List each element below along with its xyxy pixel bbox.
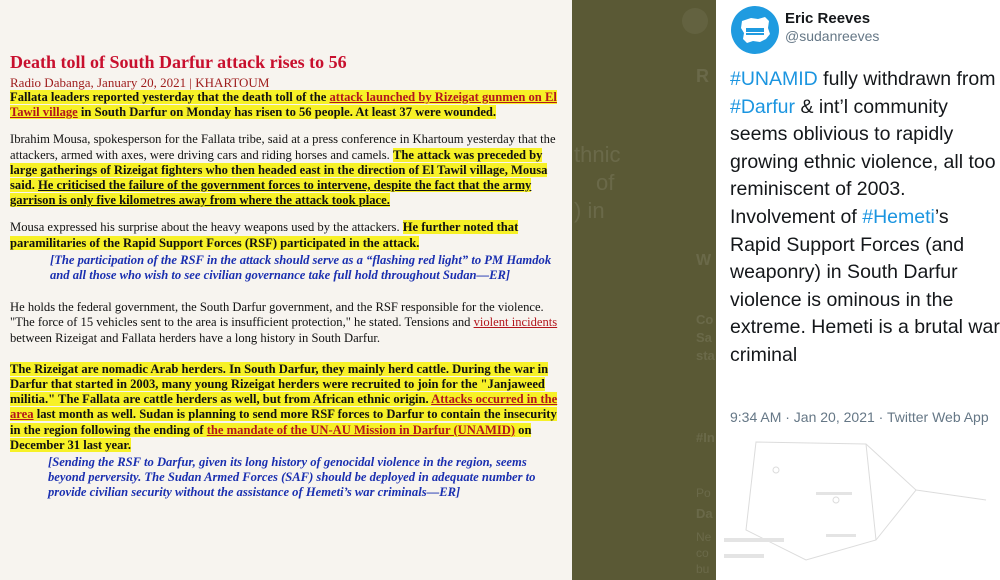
faded-embedded-image [716, 430, 1000, 580]
editor-note-1: [The participation of the RSF in the attack should serve as a “flashing red light” to PM Hamdok and all those who wish to see civilian governance take full hold throughout Sudan—ER] [50, 252, 552, 283]
ghost-text: R [696, 66, 709, 86]
ghost-text: bu [696, 562, 710, 576]
unamid-mandate-link[interactable]: the mandate of the UN-AU Mission in Darfur (UNAMID) [206, 422, 516, 437]
ghost-text: W [696, 252, 712, 269]
dimmed-background [572, 0, 716, 580]
ghost-text: #In [696, 430, 715, 445]
ghost-text: of [596, 170, 615, 195]
author-handle[interactable]: @sudanreeves [785, 28, 880, 44]
ghost-text: co [696, 546, 709, 560]
ghost-text: Po [696, 486, 711, 500]
article-byline: Radio Dabanga, January 20, 2021 | KHARTOUM [10, 75, 270, 90]
hashtag-unamid[interactable]: #UNAMID [730, 68, 818, 90]
editor-note-2: [Sending the RSF to Darfur, given its long history of genocidal violence in the region, seems beyond perversity. The Sudan Armed Forces (SAF) should be deployed in adequate number to provide civilian security without the assistance of Hemeti’s war criminals—ER] [48, 455, 536, 500]
attacks-occurred-link[interactable]: Attacks occurred in the area [10, 392, 558, 422]
article-paragraph-4: He holds the federal government, the South Darfur government, and the RSF responsible for the violence. "The force of 15 vehicles sent to the area is insufficient protection," he stated. Tensions and violent incidents between Rizeigat and Fallata herders have a long history in South Darfur. [10, 300, 558, 345]
attack-link[interactable]: attack launched by Rizeigat gunmen on El Tawil village [10, 90, 557, 120]
ghost-text: Sa [696, 330, 712, 345]
avatar[interactable] [731, 6, 779, 54]
ghost-text: Ne [696, 530, 712, 544]
tweet-text: #UNAMID fully withdrawn from #Darfur & int’l community seems oblivious to rapidly growing ethnic violence, all too reminiscent of 2003. Involvement of #Hemeti’s Rapid Support Forces (and weaponry) in South Darfur violence is ominous in the extreme. Hemeti is a brutal war criminal [730, 68, 1000, 366]
ghost-text: ) in [574, 198, 605, 223]
ghost-text: Co [696, 312, 714, 327]
article-paragraph-5: The Rizeigat are nomadic Arab herders. In South Darfur, they mainly herd cattle. During the war in Darfur that started in 2003, many young Rizeigat herders were recruited to join for the "Janjaweed militia." The Fallata are cattle herders as well, but from African ethnic origin. Attacks occurred in the area last month as well. Sudan is planning to send more RSF forces to Darfur to contain the insecurity in the region following the ending of the mandate of the UN-AU Mission in Darfur (UNAMID) on December 31 last year. [10, 361, 558, 452]
article-paragraph-2: Ibrahim Mousa, spokesperson for the Fallata tribe, said at a press conference in Khartoum yesterday that the attackers, armed with axes, were driving cars and riding horses and camels. The attack was preceded by large gatherings of Rizeigat fighters who then headed east in the direction of El Tawil village, Mousa said. He criticised the failure of the government forces to intervene, despite the fact that the army garrison is only five kilometres away from where the attack took place. [10, 132, 556, 208]
sudan-map-icon [731, 6, 779, 54]
author-name[interactable]: Eric Reeves [785, 10, 871, 27]
ghost-icon [682, 8, 708, 34]
tweet-card [716, 0, 1000, 580]
ghost-text: Da [696, 506, 713, 521]
hashtag-hemeti[interactable]: #Hemeti [862, 205, 935, 228]
article-headline: Death toll of South Darfur attack rises to 56 [10, 52, 347, 72]
violent-incidents-link[interactable]: violent incidents [473, 315, 558, 330]
ghost-text: thnic [574, 142, 621, 167]
article-paragraph-3: Mousa expressed his surprise about the heavy weapons used by the attackers. He further noted that paramilitaries of the Rapid Support Forces (RSF) participated in the attack. [10, 220, 519, 250]
ghost-text: sta [696, 348, 715, 363]
article-paragraph-1: Fallata leaders reported yesterday that the death toll of the attack launched by Rizeigat gunmen on El Tawil village in South Darfur on Monday has risen to 56 people. At least 37 were wounded. [10, 90, 557, 120]
hashtag-darfur[interactable]: #Darfur [730, 95, 796, 118]
tweet-timestamp[interactable]: 9:34 AM · Jan 20, 2021 · Twitter Web App [730, 409, 989, 425]
